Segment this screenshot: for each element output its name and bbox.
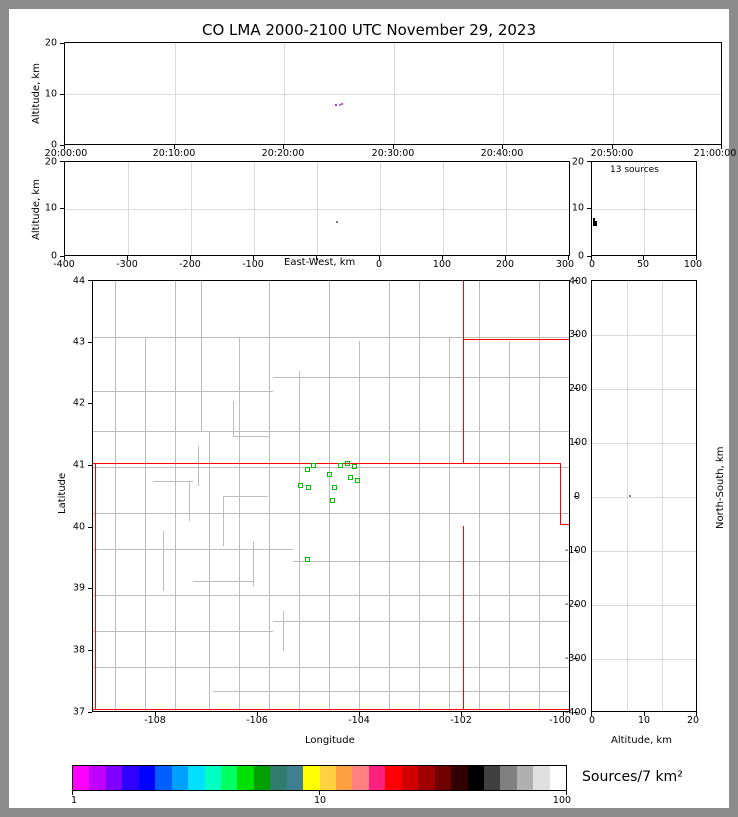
colorbar-tick-label: 100 (552, 795, 572, 806)
colorbar-swatch (287, 766, 303, 790)
state-border (95, 463, 96, 710)
axis-tick-label: 100 (432, 259, 452, 270)
x-axis-label: Altitude, km (611, 735, 672, 746)
colorbar-swatch (254, 766, 270, 790)
axis-tick-label: 20:40:00 (480, 148, 524, 159)
axis-tick-label: -300 (116, 259, 138, 270)
axis-tick-label: 200 (495, 259, 515, 270)
colorbar-swatch (188, 766, 204, 790)
colorbar-swatch (221, 766, 237, 790)
x-axis-label: East-West, km (284, 257, 356, 268)
axis-tick-label: 100 (569, 437, 588, 448)
axis-tick-label: 41 (72, 459, 85, 471)
colorbar-swatch (270, 766, 286, 790)
axis-tick-label: -100 (549, 715, 571, 726)
colorbar[interactable] (72, 765, 567, 791)
axis-tick-label: 20 (44, 156, 57, 168)
axis-tick-label: 0 (588, 715, 596, 726)
axis-tick-label: -108 (144, 715, 166, 726)
colorbar-swatch (237, 766, 253, 790)
lma-source (330, 498, 335, 503)
axis-tick-label: 20:00:00 (44, 148, 88, 159)
state-border (93, 463, 463, 464)
colorbar-swatch (418, 766, 434, 790)
axis-tick-label: 20:20:00 (261, 148, 305, 159)
lma-source (348, 475, 353, 480)
state-border (463, 339, 570, 340)
state-border (463, 526, 464, 709)
colorbar-swatch (89, 766, 105, 790)
lma-source (327, 472, 332, 477)
axis-tick-label: 0 (577, 250, 584, 262)
axis-tick-label: 44 (72, 275, 85, 287)
colorbar-swatch (139, 766, 155, 790)
axis-tick-label: 10 (637, 715, 651, 726)
colorbar-swatch (517, 766, 533, 790)
state-border (93, 709, 570, 710)
axis-tick-label: 0 (588, 259, 596, 270)
colorbar-swatch (205, 766, 221, 790)
lma-source (332, 485, 337, 490)
colorbar-swatch (550, 766, 566, 790)
colorbar-swatch (500, 766, 516, 790)
axis-tick-label: 21:00:00 (693, 148, 737, 159)
lma-source (355, 478, 360, 483)
axis-tick-label: -104 (348, 715, 370, 726)
colorbar-swatch (320, 766, 336, 790)
axis-tick-label: -100 (565, 545, 587, 556)
axis-tick-label: -400 (53, 259, 75, 270)
colorbar-swatch (352, 766, 368, 790)
data-point (629, 495, 631, 497)
data-point (341, 103, 343, 105)
axis-tick-label: -102 (450, 715, 472, 726)
axis-tick-label: -200 (179, 259, 201, 270)
state-border (560, 463, 561, 525)
axis-tick-label: -300 (565, 653, 587, 664)
axis-tick-label: 20:30:00 (371, 148, 415, 159)
lma-source (345, 461, 350, 466)
page-title: CO LMA 2000-2100 UTC November 29, 2023 (201, 21, 536, 39)
colorbar-swatch (172, 766, 188, 790)
axis-tick-label: 10 (44, 88, 57, 100)
colorbar-swatch (435, 766, 451, 790)
axis-tick-label: -100 (242, 259, 264, 270)
colorbar-swatch (484, 766, 500, 790)
data-point (336, 221, 338, 223)
axis-tick-label: 100 (683, 259, 703, 270)
axis-tick-label: -106 (246, 715, 268, 726)
histogram-annotation: 13 sources (610, 165, 659, 175)
axis-tick-label: 20 (686, 715, 700, 726)
colorbar-swatch (385, 766, 401, 790)
altitude-histogram-panel (591, 161, 697, 256)
colorbar-swatch (73, 766, 89, 790)
colorbar-tick-label: 10 (313, 795, 327, 806)
axis-tick-label: 0 (375, 259, 383, 270)
time-vs-altitude-panel (64, 42, 722, 145)
axis-tick-label: -200 (565, 599, 587, 610)
lma-source (338, 463, 343, 468)
axis-tick-label: 39 (72, 582, 85, 594)
axis-tick-label: 0 (50, 250, 57, 262)
axis-tick-label: 200 (569, 383, 588, 394)
colorbar-swatch (122, 766, 138, 790)
axis-tick-label: 43 (72, 336, 85, 348)
colorbar-swatch (468, 766, 484, 790)
y-axis-label: North-South, km (715, 446, 726, 529)
colorbar-swatch (155, 766, 171, 790)
colorbar-swatch (451, 766, 467, 790)
colorbar-tick-label: 1 (70, 795, 78, 806)
altitude-vs-north-south-panel (591, 280, 697, 712)
lma-source (305, 557, 310, 562)
y-axis-label: Altitude, km (31, 63, 42, 124)
axis-tick-label: 0 (50, 139, 57, 151)
longitude-latitude-map-panel (92, 280, 570, 712)
colorbar-swatch (369, 766, 385, 790)
colorbar-swatch (533, 766, 549, 790)
axis-tick-label: 400 (569, 276, 588, 287)
colorbar-swatch (303, 766, 319, 790)
axis-tick-label: 20:50:00 (590, 148, 634, 159)
axis-tick-label: 20 (44, 37, 57, 49)
colorbar-swatch (336, 766, 352, 790)
axis-tick-label: 20:10:00 (152, 148, 196, 159)
axis-tick-label: 20 (571, 156, 584, 168)
axis-tick-label: 10 (571, 202, 584, 214)
lma-source (298, 483, 303, 488)
lma-source (306, 485, 311, 490)
colorbar-swatch (402, 766, 418, 790)
axis-tick-label: 50 (636, 259, 650, 270)
lma-source (305, 467, 310, 472)
axis-tick-label: 10 (44, 202, 57, 214)
x-axis-label: Longitude (305, 735, 355, 746)
state-border (463, 463, 561, 464)
state-border (560, 524, 570, 525)
figure-canvas (9, 9, 737, 808)
axis-tick-label: 40 (72, 521, 85, 533)
east-west-vs-altitude-panel (64, 161, 570, 256)
axis-tick-label: 37 (72, 706, 85, 718)
lma-source (311, 463, 316, 468)
axis-tick-label: -400 (565, 707, 587, 718)
y-axis-label: Latitude (57, 472, 68, 514)
axis-tick-label: 42 (72, 397, 85, 409)
colorbar-swatch (106, 766, 122, 790)
colorbar-title: Sources/7 km² (582, 769, 683, 785)
axis-tick-label: 0 (574, 491, 581, 502)
y-axis-label: Altitude, km (31, 179, 42, 240)
axis-tick-label: 300 (555, 259, 575, 270)
data-point (335, 104, 337, 106)
lma-source (352, 464, 357, 469)
axis-tick-label: 38 (72, 644, 85, 656)
state-border (463, 281, 464, 463)
axis-tick-label: 300 (569, 329, 588, 340)
